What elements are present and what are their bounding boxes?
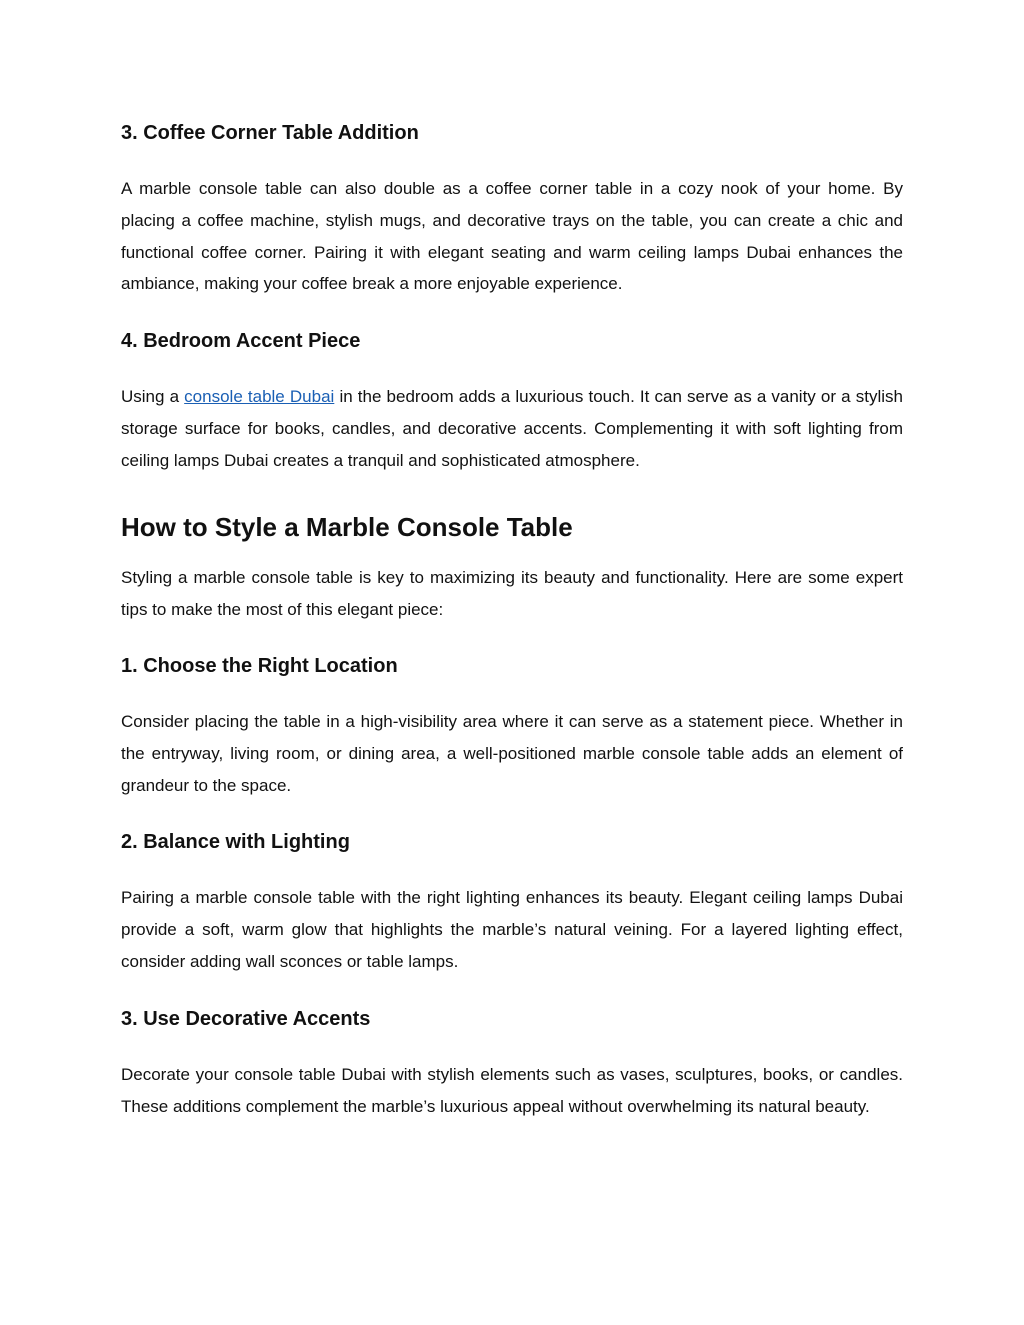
console-table-dubai-link[interactable]: console table Dubai (184, 387, 335, 406)
paragraph-how-to-style: Styling a marble console table is key to maximizing its beauty and functionality. Here are some expert tips to make the most of this elegant piece: (121, 568, 903, 619)
paragraph-balance-lighting: Pairing a marble console table with the right lighting enhances its beauty. Elegant ceiling lamps Dubai provide a soft, warm glow that highlights the marble’s natural veining. For a layered lighting effect, consider adding wall sconces or table lamps. (121, 888, 903, 971)
heading-choose-location: 1. Choose the Right Location (121, 655, 398, 677)
paragraph-bedroom-text-before: Using a (121, 387, 185, 406)
paragraph-choose-location: Consider placing the table in a high-visibility area where it can serve as a statement piece. Whether in the entryway, living room, or dining area, a well-positioned marble console table adds an element of grandeur to the space. (121, 712, 903, 795)
heading-decorative-accents: 3. Use Decorative Accents (121, 1008, 371, 1030)
paragraph-decorative-accents: Decorate your console table Dubai with stylish elements such as vases, sculptures, books, or candles. These additions complement the marble’s luxurious appeal without overwhelming its natural beauty. (121, 1065, 903, 1116)
paragraph-bedroom-accent (121, 381, 903, 476)
heading-balance-lighting: 2. Balance with Lighting (121, 831, 350, 853)
paragraph-coffee-corner: A marble console table can also double as a coffee corner table in a cozy nook of your home. By placing a coffee machine, stylish mugs, and decorative trays on the table, you can create a chic and functional coffee corner. Pairing it with elegant seating and warm ceiling lamps Dubai enhances the ambiance, making your coffee break a more enjoyable experience. (121, 179, 903, 294)
paragraph-bedroom-text-after: in the bedroom adds a luxurious touch. It can serve as a vanity or a stylish storage surface for books, candles, and decorative accents. Complementing it with soft lighting from ceiling lamps Dubai creates a tranquil and sophisticated atmosphere. (121, 387, 903, 470)
heading-bedroom-accent: 4. Bedroom Accent Piece (121, 330, 361, 352)
heading-how-to-style: How to Style a Marble Console Table (121, 512, 573, 542)
heading-coffee-corner: 3. Coffee Corner Table Addition (121, 122, 419, 144)
